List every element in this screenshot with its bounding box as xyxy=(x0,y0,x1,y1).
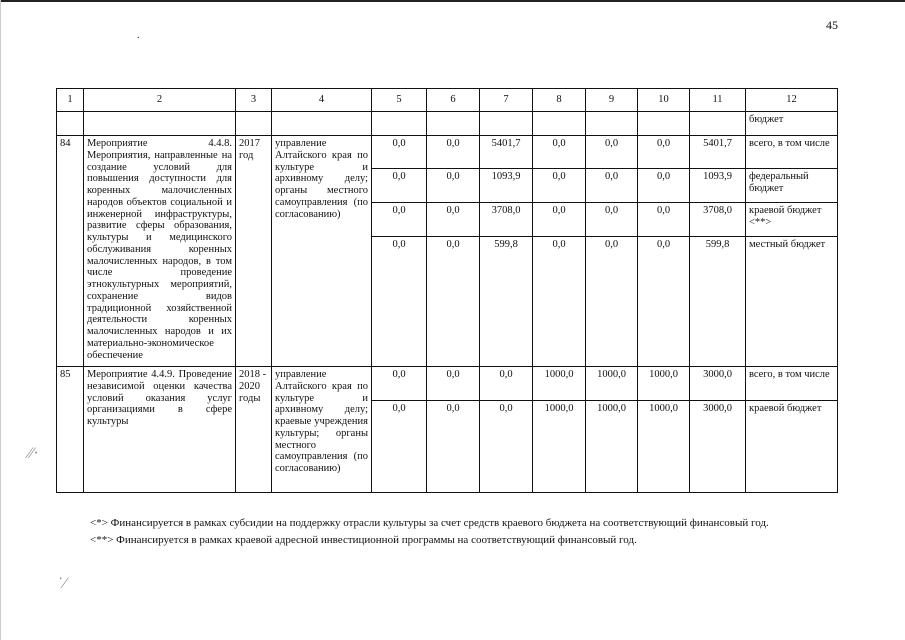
value-cell: 0,0 xyxy=(638,136,690,169)
value-cell: 0,0 xyxy=(427,237,480,367)
page-left-border xyxy=(0,0,1,640)
footnotes xyxy=(90,515,769,549)
page-top-border xyxy=(0,0,905,2)
value-cell: 0,0 xyxy=(586,169,638,203)
measure-name: Мероприятие 4.4.9. Проведение независимой оценки качества условий оказания услуг организациями в сфере культуры xyxy=(84,367,236,493)
funding-source: всего, в том числе xyxy=(746,136,838,169)
value-cell: 599,8 xyxy=(480,237,533,367)
measure-executor: управление Алтайского края по культуре и архивному делу; органы местного самоуправления (по согласованию) xyxy=(272,136,372,367)
value-cell: 3708,0 xyxy=(480,203,533,237)
value-cell: 0,0 xyxy=(372,136,427,169)
footnote: <**> Финансируется в рамках краевой адресной инвестиционной программы на соответствующий финансовый год. xyxy=(90,534,637,546)
funding-source: бюджет xyxy=(746,112,838,136)
value-cell: 0,0 xyxy=(533,136,586,169)
value-cell: 0,0 xyxy=(372,367,427,401)
funding-source: всего, в том числе xyxy=(746,367,838,401)
column-number: 1 xyxy=(57,89,84,112)
value-cell: 0,0 xyxy=(372,203,427,237)
value-cell: 1000,0 xyxy=(638,367,690,401)
value-cell: 0,0 xyxy=(638,203,690,237)
footnote: <*> Финансируется в рамках субсидии на поддержку отрасли культуры за счет средств краевого бюджета на соответствующий финансовый год. xyxy=(90,517,769,529)
column-number: 7 xyxy=(480,89,533,112)
measure-name: Мероприятие 4.4.8. Мероприятия, направленные на создание условий для повышения доступности для коренных малочисленных народов объектов социальной и инженерной инфраструктуры, развитие сферы образования, культуры и медицинского обслуживания коренных малочисленных народов, в том числе проведение этнокультурных мероприятий, сохранение видов традиционной хозяйственной деятельности коренных малочисленных народов и их материально-экономическое обеспечение xyxy=(84,136,236,367)
value-cell: 1093,9 xyxy=(480,169,533,203)
row-number: 84 xyxy=(57,136,84,367)
table-row xyxy=(57,367,838,401)
value-cell: 0,0 xyxy=(586,237,638,367)
column-number: 3 xyxy=(236,89,272,112)
scan-dot: . xyxy=(137,30,140,41)
value-cell: 599,8 xyxy=(690,237,746,367)
value-cell: 0,0 xyxy=(533,237,586,367)
value-cell: 3000,0 xyxy=(690,401,746,493)
column-number: 8 xyxy=(533,89,586,112)
value-cell: 0,0 xyxy=(372,237,427,367)
measure-year: 2018 - 2020 годы xyxy=(236,367,272,493)
funding-source: местный бюджет xyxy=(746,237,838,367)
value-cell: 5401,7 xyxy=(480,136,533,169)
value-cell: 1000,0 xyxy=(586,367,638,401)
value-cell: 0,0 xyxy=(372,401,427,493)
continuation-row xyxy=(57,112,838,136)
value-cell: 5401,7 xyxy=(690,136,746,169)
value-cell: 0,0 xyxy=(586,136,638,169)
value-cell: 1000,0 xyxy=(533,367,586,401)
value-cell: 0,0 xyxy=(427,203,480,237)
value-cell: 1000,0 xyxy=(533,401,586,493)
column-number: 9 xyxy=(586,89,638,112)
measure-year: 2017 год xyxy=(236,136,272,367)
row-number: 85 xyxy=(57,367,84,493)
budget-table xyxy=(56,88,838,493)
value-cell: 0,0 xyxy=(533,203,586,237)
value-cell: 3708,0 xyxy=(690,203,746,237)
value-cell: 0,0 xyxy=(480,401,533,493)
value-cell: 0,0 xyxy=(372,169,427,203)
value-cell: 0,0 xyxy=(638,169,690,203)
column-number: 10 xyxy=(638,89,690,112)
funding-source: краевой бюджет xyxy=(746,401,838,493)
value-cell: 0,0 xyxy=(480,367,533,401)
column-number: 2 xyxy=(84,89,236,112)
value-cell: 3000,0 xyxy=(690,367,746,401)
page-number: 45 xyxy=(826,18,838,32)
table-row xyxy=(57,136,838,169)
scan-mark: ⁄⁄· xyxy=(28,445,39,462)
column-number-row xyxy=(57,89,838,112)
column-number: 6 xyxy=(427,89,480,112)
column-number: 5 xyxy=(372,89,427,112)
funding-source: краевой бюджет <**> xyxy=(746,203,838,237)
column-number: 4 xyxy=(272,89,372,112)
value-cell: 0,0 xyxy=(427,401,480,493)
scan-mark: ˙⁄ xyxy=(58,575,66,592)
value-cell: 1000,0 xyxy=(638,401,690,493)
value-cell: 0,0 xyxy=(586,203,638,237)
value-cell: 0,0 xyxy=(427,136,480,169)
value-cell: 1000,0 xyxy=(586,401,638,493)
funding-source: федеральный бюджет xyxy=(746,169,838,203)
measure-executor: управление Алтайского края по культуре и архивному делу; краевые учреждения культуры; органы местного самоуправления (по согласованию) xyxy=(272,367,372,493)
column-number: 11 xyxy=(690,89,746,112)
column-number: 12 xyxy=(746,89,838,112)
value-cell: 0,0 xyxy=(533,169,586,203)
value-cell: 1093,9 xyxy=(690,169,746,203)
value-cell: 0,0 xyxy=(427,367,480,401)
value-cell: 0,0 xyxy=(638,237,690,367)
value-cell: 0,0 xyxy=(427,169,480,203)
